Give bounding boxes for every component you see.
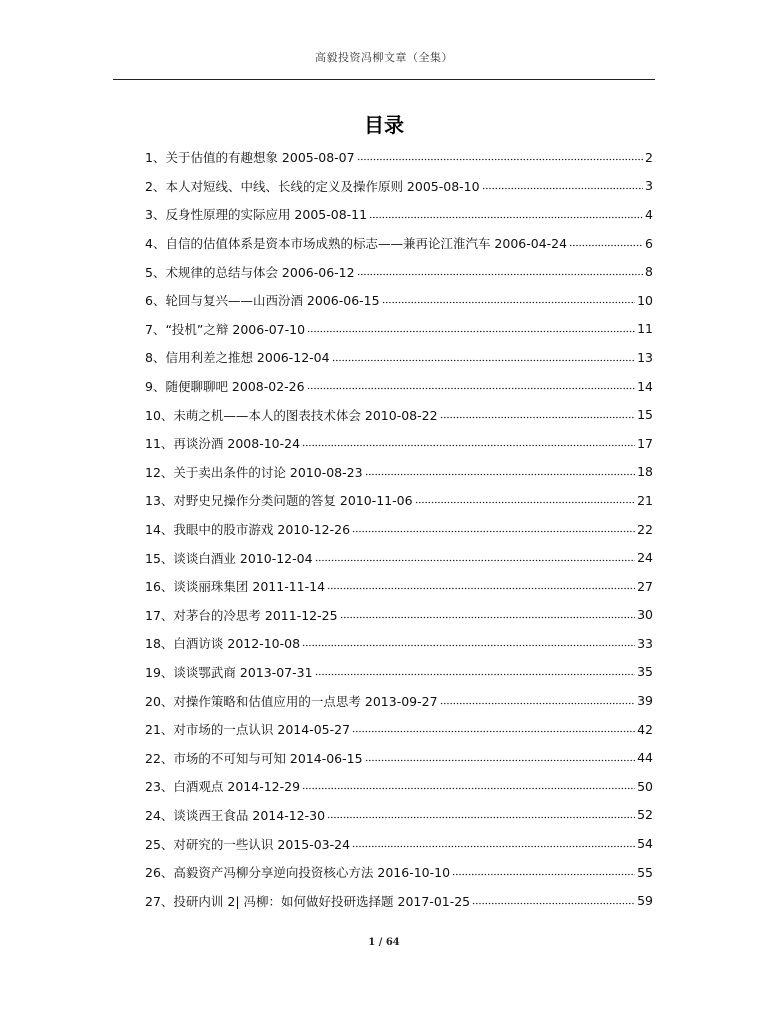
toc-entry-page: 17	[637, 435, 653, 451]
toc-dot-leader	[440, 408, 636, 421]
toc-entry-page: 2	[645, 149, 653, 165]
toc-entry-page: 33	[637, 635, 653, 651]
toc-entry[interactable]	[145, 315, 653, 344]
toc-entry-page: 15	[637, 407, 653, 423]
toc-entry[interactable]	[145, 286, 653, 315]
toc-entry-page: 42	[637, 721, 653, 737]
toc-entry-page: 21	[637, 492, 653, 508]
toc-dot-leader	[357, 151, 643, 164]
toc-entry-title: 2、本人对短线、中线、长线的定义及操作原则 2005-08-10	[145, 178, 480, 194]
table-of-contents	[145, 143, 653, 915]
toc-entry-title: 18、白酒访谈 2012-10-08	[145, 636, 301, 652]
toc-entry-page: 35	[637, 664, 653, 680]
toc-entry-title: 3、反身性原理的实际应用 2005-08-11	[145, 207, 368, 223]
toc-entry-page: 22	[637, 521, 653, 537]
toc-dot-leader	[302, 437, 635, 450]
toc-dot-leader	[307, 380, 636, 393]
toc-dot-leader	[415, 494, 636, 507]
toc-dot-leader	[569, 237, 643, 250]
toc-dot-leader	[365, 466, 636, 479]
toc-entry[interactable]	[145, 172, 653, 201]
toc-entry-page: 3	[645, 178, 653, 194]
toc-entry-page: 14	[637, 378, 653, 394]
toc-entry-title: 16、谈谈丽珠集团 2011-11-14	[145, 579, 326, 595]
toc-dot-leader	[327, 580, 635, 593]
toc-entry-title: 17、对茅台的冷思考 2011-12-25	[145, 607, 338, 623]
toc-dot-leader	[382, 294, 636, 307]
toc-entry-title: 22、市场的不可知与可知 2014-06-15	[145, 750, 363, 766]
toc-entry[interactable]	[145, 658, 653, 687]
toc-entry-page: 30	[637, 607, 653, 623]
header-divider	[113, 79, 655, 80]
toc-entry-page: 50	[637, 778, 653, 794]
toc-entry[interactable]	[145, 400, 653, 429]
toc-dot-leader	[327, 809, 635, 822]
toc-entry-title: 9、随便聊聊吧 2008-02-26	[145, 379, 305, 395]
toc-entry-page: 55	[637, 864, 653, 880]
toc-dot-leader	[307, 323, 635, 336]
toc-entry-page: 10	[637, 292, 653, 308]
toc-entry[interactable]	[145, 543, 653, 572]
toc-entry-page: 52	[637, 807, 653, 823]
toc-entry[interactable]	[145, 772, 653, 801]
toc-entry[interactable]	[145, 372, 653, 401]
toc-entry-title: 24、谈谈西王食品 2014-12-30	[145, 807, 326, 823]
toc-entry-title: 7、“投机”之辩 2006-07-10	[145, 321, 306, 337]
toc-entry[interactable]	[145, 486, 653, 515]
toc-entry-title: 21、对市场的一点认识 2014-05-27	[145, 722, 351, 738]
toc-dot-leader	[369, 208, 643, 221]
toc-dot-leader	[452, 866, 635, 879]
toc-dot-leader	[357, 265, 643, 278]
toc-dot-leader	[302, 637, 635, 650]
toc-dot-leader	[440, 694, 636, 707]
toc-entry[interactable]	[145, 886, 653, 915]
toc-entry-page: 39	[637, 693, 653, 709]
toc-entry-title: 5、术规律的总结与体会 2006-06-12	[145, 264, 355, 280]
toc-entry[interactable]	[145, 743, 653, 772]
toc-entry[interactable]	[145, 143, 653, 172]
toc-entry-title: 15、谈谈白酒业 2010-12-04	[145, 550, 313, 566]
toc-entry-page: 54	[637, 836, 653, 852]
toc-entry-title: 12、关于卖出条件的讨论 2010-08-23	[145, 464, 363, 480]
toc-entry[interactable]	[145, 458, 653, 487]
toc-entry-page: 27	[637, 578, 653, 594]
toc-entry[interactable]	[145, 343, 653, 372]
toc-entry-title: 27、投研内训 2| 冯柳：如何做好投研选择题 2017-01-25	[145, 893, 471, 909]
toc-dot-leader	[302, 780, 635, 793]
running-header: 高毅投资冯柳文章（全集）	[315, 51, 453, 64]
toc-entry-title: 10、未萌之机——本人的图表技术体会 2010-08-22	[145, 407, 438, 423]
toc-entry-title: 25、对研究的一些认识 2015-03-24	[145, 836, 351, 852]
toc-dot-leader	[352, 837, 635, 850]
toc-entry[interactable]	[145, 601, 653, 630]
toc-entry-title: 20、对操作策略和估值应用的一点思考 2013-09-27	[145, 693, 438, 709]
toc-entry-title: 1、关于估值的有趣想象 2005-08-07	[145, 150, 355, 166]
toc-entry-page: 11	[637, 321, 653, 337]
toc-entry[interactable]	[145, 515, 653, 544]
toc-entry[interactable]	[145, 200, 653, 229]
toc-entry[interactable]	[145, 572, 653, 601]
toc-entry[interactable]	[145, 257, 653, 286]
toc-entry-title: 26、高毅资产冯柳分享逆向投资核心方法 2016-10-10	[145, 865, 451, 881]
toc-entry-page: 13	[637, 349, 653, 365]
toc-entry-page: 24	[637, 550, 653, 566]
toc-entry-page: 4	[645, 206, 653, 222]
page-indicator: 1 / 64	[368, 937, 400, 948]
toc-entry-title: 4、自信的估值体系是资本市场成熟的标志——兼再论江淮汽车 2006-04-24	[145, 236, 568, 252]
toc-entry[interactable]	[145, 429, 653, 458]
toc-dot-leader	[315, 666, 636, 679]
toc-dot-leader	[332, 351, 636, 364]
toc-dot-leader	[352, 723, 635, 736]
toc-entry-title: 13、对野史兄操作分类问题的答复 2010-11-06	[145, 493, 413, 509]
toc-entry-title: 8、信用利差之推想 2006-12-04	[145, 350, 330, 366]
toc-entry-title: 19、谈谈鄂武商 2013-07-31	[145, 664, 313, 680]
toc-entry[interactable]	[145, 858, 653, 887]
toc-dot-leader	[315, 551, 636, 564]
toc-dot-leader	[352, 523, 635, 536]
toc-entry[interactable]	[145, 629, 653, 658]
toc-entry[interactable]	[145, 229, 653, 258]
toc-entry[interactable]	[145, 715, 653, 744]
toc-dot-leader	[472, 894, 635, 907]
toc-entry[interactable]	[145, 829, 653, 858]
toc-entry[interactable]	[145, 686, 653, 715]
toc-entry-page: 8	[645, 264, 653, 280]
toc-entry-title: 6、轮回与复兴——山西汾酒 2006-06-15	[145, 293, 380, 309]
toc-entry-page: 44	[637, 750, 653, 766]
toc-entry-title: 11、再谈汾酒 2008-10-24	[145, 436, 301, 452]
toc-entry[interactable]	[145, 801, 653, 830]
toc-entry-title: 23、白酒观点 2014-12-29	[145, 779, 301, 795]
toc-entry-title: 14、我眼中的股市游戏 2010-12-26	[145, 522, 351, 538]
toc-dot-leader	[340, 609, 636, 622]
toc-title: 目录	[364, 113, 404, 137]
toc-entry-page: 18	[637, 464, 653, 480]
toc-entry-page: 6	[645, 235, 653, 251]
toc-dot-leader	[365, 752, 636, 765]
toc-entry-page: 59	[637, 893, 653, 909]
toc-dot-leader	[482, 180, 643, 193]
